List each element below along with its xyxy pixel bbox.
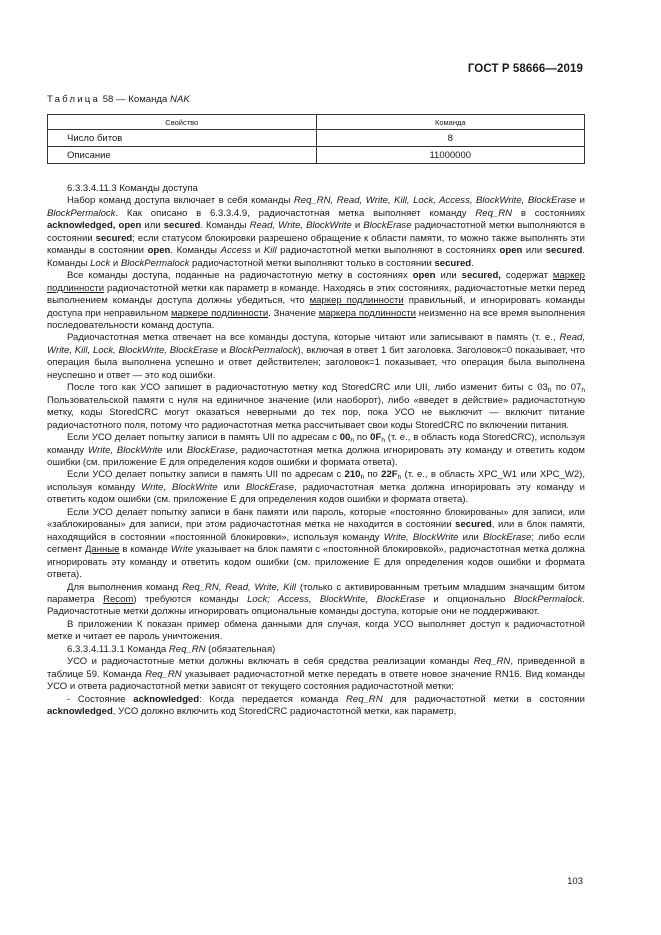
section-heading: 6.3.3.4.11.3.1 Команда Req_RN (обязательная)	[67, 643, 276, 655]
paragraph: В приложении К показан пример обмена данными для случая, когда УСО выполняет доступ к радиочастотной метке и читает ее пароль уничтожения.	[47, 618, 585, 643]
table-header-cell: Свойство	[48, 115, 317, 130]
table-row	[48, 147, 585, 164]
paragraph: После того как УСО запишет в радиочастотную метку код StoredCRC или UII, либо изменит биты с $03_h$ по $07_h$ Пользовательской памяти с нуля на единичное значение (или наоборот), либо «введет в действие» радиочастотную метку, коды StoredCRC могут оказаться неверными до тех пор, пока УСО не выключит — включит питание радиочастотного поля, потому что радиочастотная метка рассчитывает свои коды StoredCRC по включении питания.	[47, 382, 585, 431]
paragraph: - Состояние acknowledged: Когда передается команда Req_RN для радиочастотной метки в состоянии acknowledged, УСО должно включить код StoredCRC радиочастотной метки, как параметр,	[47, 693, 586, 718]
page-number: 103	[567, 876, 583, 887]
document-body	[47, 183, 585, 718]
standard-header: ГОСТ Р 58666—2019	[467, 63, 583, 75]
table-caption	[47, 94, 190, 105]
table-caption-name: NAK	[170, 94, 190, 105]
table-row	[48, 130, 585, 147]
table-caption-number: 58 — Команда	[102, 94, 171, 105]
section-heading: 6.3.3.4.11.3 Команды доступа	[67, 183, 198, 194]
table-cell: Число битов	[48, 130, 317, 147]
table-cell: Описание	[48, 147, 317, 164]
table-caption-prefix: Таблица	[47, 94, 101, 105]
paragraph: Если УСО делает попытку записи в память UII по адресам с $210_h$ по $22F_h$ (т. е., в область XPC_W1 или XPC_W2), используя команду Write, BlockWrite или BlockErase, радиочастотная метка должна игнорировать эту команду и ответить кодом ошибки (см. приложение Е для определения кодов ошибки и формата ответа).	[47, 469, 586, 506]
table-cell: 8	[316, 130, 585, 147]
paragraph: Если УСО делает попытку записи в память UII по адресам с $00_h$ по $0F_h$ (т. е., в область кода StoredCRC), используя команду Write, BlockWrite или BlockErase, радиочастотная метка должна игнорировать эту команду и ответить кодом ошибки (см. приложение Е для определения кодов ошибки и формата ответа).	[47, 432, 585, 468]
table-cell: 11000000	[316, 147, 585, 164]
paragraph: Если УСО делает попытку записи в банк памяти или пароль, которые «постоянно блокированы» для записи, или «заблокированы» для записи, при этом радиочастотная метка не находится в состоянии secured, или в блок памяти, находящийся в состоянии «постоянной блокировки», используя команду Write, BlockWrite или BlockErase; либо если сегмент Данные в команде Write указывает на блок памяти с «постоянной блокировкой», радиочастотная метка должна игнорировать эту команду и ответить кодом ошибки (см. приложение Е для определения кодов ошибки и формата ответа).	[47, 506, 586, 581]
paragraph: Для выполнения команд Req_RN, Read, Write, Kill (только с активированным третьим младшим значащим битом параметра Recom) требуются команды Lock; Access, BlockWrite, BlockErase и опционально BlockPermalock. Радиочастотные метки должны игнорировать опциональные команды доступа, которые они не поддерживают.	[47, 581, 585, 618]
paragraph: Набор команд доступа включает в себя команды Req_RN, Read, Write, Kill, Lock, Access, BlockWrite, BlockErase и BlockPermalock. Как описано в 6.3.3.4.9, радиочастотная метка выполняет команду Req_RN в состояниях acknowledged, open или secured. Команды Read, Write, BlockWrite и BlockErase радиочастотной метки выполняются в состоянии secured; если статусом блокировки разрешено обращение к области памяти, то можно также выполнять эти команды в состоянии open. Команды Access и Kill радиочастотной метки выполняют в состояниях open или secured. Команды Lock и BlockPermalock радиочастотной метки выполняют только в состоянии secured.	[47, 195, 586, 269]
paragraph: УСО и радиочастотные метки должны включать в себя средства реализации команды Req_RN, приведенной в таблице 59. Команда Req_RN указывает радиочастотной метке передать в ответе новое значение RN16. Вид команды УСО и ответа радиочастотной метки зависят от текущего состояния радиочастотной метки:	[47, 656, 586, 693]
paragraph: Радиочастотная метка отвечает на все команды доступа, которые читают или записывают в память (т. е., Read, Write, Kill, Lock, BlockWrite, BlockErase и BlockPermalock), включая в ответ 1 бит заголовка. Заголовок=0 показывает, что операция была выполнена успешно и ответ действителен; заголовок=1 показывает, что операция была выполнена неуспешно и ответ — это код ошибки.	[47, 332, 585, 381]
paragraph: Все команды доступа, поданные на радиочастотную метку в состояниях open или secured, содержат маркер подлинности радиочастотной метки как параметр в команде. Находясь в этих состояниях, радиочастотные метки перед выполнением команды доступа должны убедиться, что маркер подлинности правильный, и игнорировать команды доступа при неправильном маркере подлинности. Значение маркера подлинности неизменно на все время выполнения последовательности команд доступа.	[47, 270, 586, 331]
command-table	[47, 114, 585, 164]
table-header-cell: Команда	[316, 115, 585, 130]
table-header-row	[48, 115, 585, 130]
